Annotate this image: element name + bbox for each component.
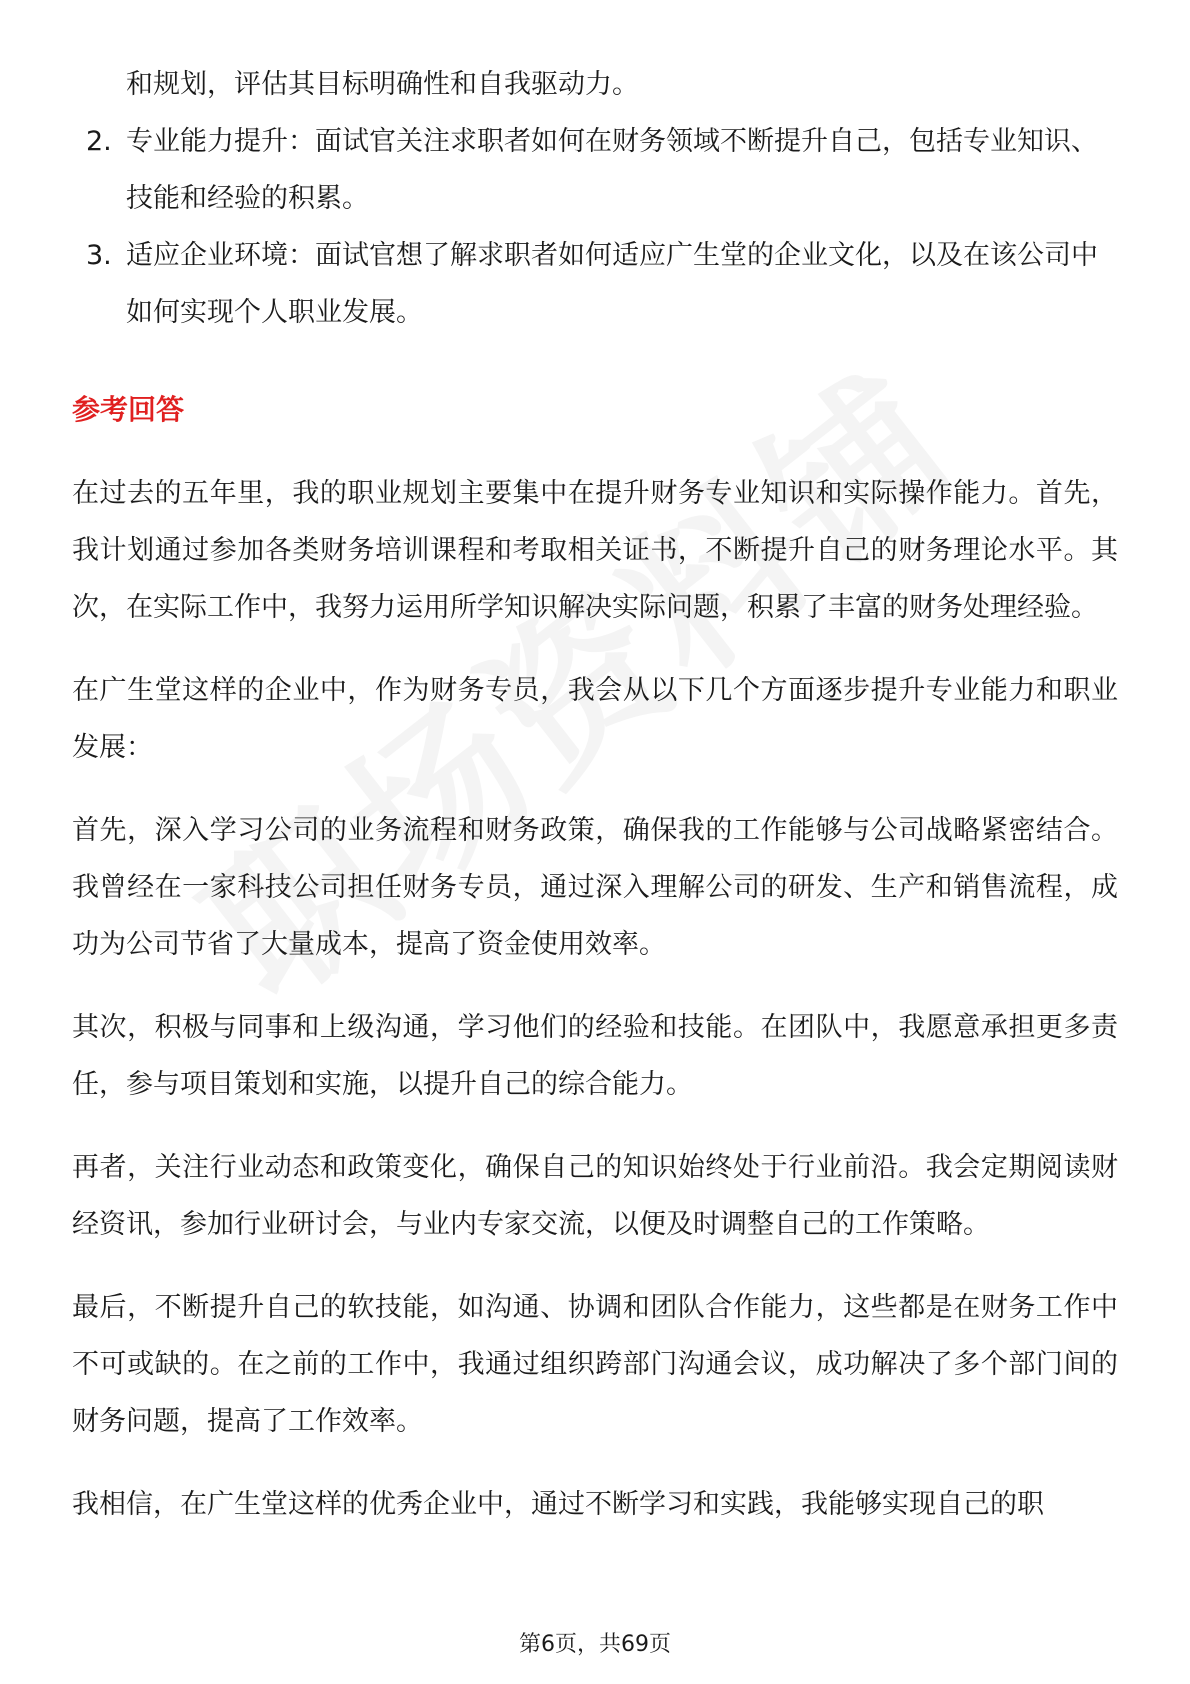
list-item-text: 专业能力提升：面试官关注求职者如何在财务领域不断提升自己，包括专业知识、技能和经验的积累。: [126, 126, 1098, 214]
continued-list-text: 和规划，评估其目标明确性和自我驱动力。: [126, 69, 639, 100]
paragraph: 在广生堂这样的企业中，作为财务专员，我会从以下几个方面逐步提升专业能力和职业发展：: [72, 675, 1118, 763]
paragraph: 最后，不断提升自己的软技能，如沟通、协调和团队合作能力，这些都是在财务工作中不可或缺的。在之前的工作中，我通过组织跨部门沟通会议，成功解决了多个部门间的财务问题，提高了工作效率。: [72, 1292, 1118, 1437]
list-item-number: 3.: [86, 240, 112, 271]
paragraph: 在过去的五年里，我的职业规划主要集中在提升财务专业知识和实际操作能力。首先，我计划通过参加各类财务培训课程和考取相关证书，不断提升自己的财务理论水平。其次，在实际工作中，我努力运用所学知识解决实际问题，积累了丰富的财务处理经验。: [72, 478, 1118, 623]
page-footer: 第6页，共69页: [519, 1632, 671, 1657]
numbered-list: [72, 113, 1118, 341]
list-item: [72, 113, 1118, 227]
paragraph: 首先，深入学习公司的业务流程和财务政策，确保我的工作能够与公司战略紧密结合。我曾经在一家科技公司担任财务专员，通过深入理解公司的研发、生产和销售流程，成功为公司节省了大量成本，提高了资金使用效率。: [72, 815, 1118, 960]
paragraph: 再者，关注行业动态和政策变化，确保自己的知识始终处于行业前沿。我会定期阅读财经资讯，参加行业研讨会，与业内专家交流，以便及时调整自己的工作策略。: [72, 1152, 1118, 1240]
list-item-text: 适应企业环境：面试官想了解求职者如何适应广生堂的企业文化，以及在该公司中如何实现个人职业发展。: [126, 240, 1098, 328]
paragraph: 其次，积极与同事和上级沟通，学习他们的经验和技能。在团队中，我愿意承担更多责任，参与项目策划和实施，以提升自己的综合能力。: [72, 1012, 1118, 1100]
list-item: [72, 227, 1118, 341]
list-item-number: 2.: [86, 126, 112, 157]
paragraph: 我相信，在广生堂这样的优秀企业中，通过不断学习和实践，我能够实现自己的职: [72, 1489, 1044, 1520]
section-title: 参考回答: [72, 393, 185, 426]
document-body: [72, 56, 1118, 1533]
